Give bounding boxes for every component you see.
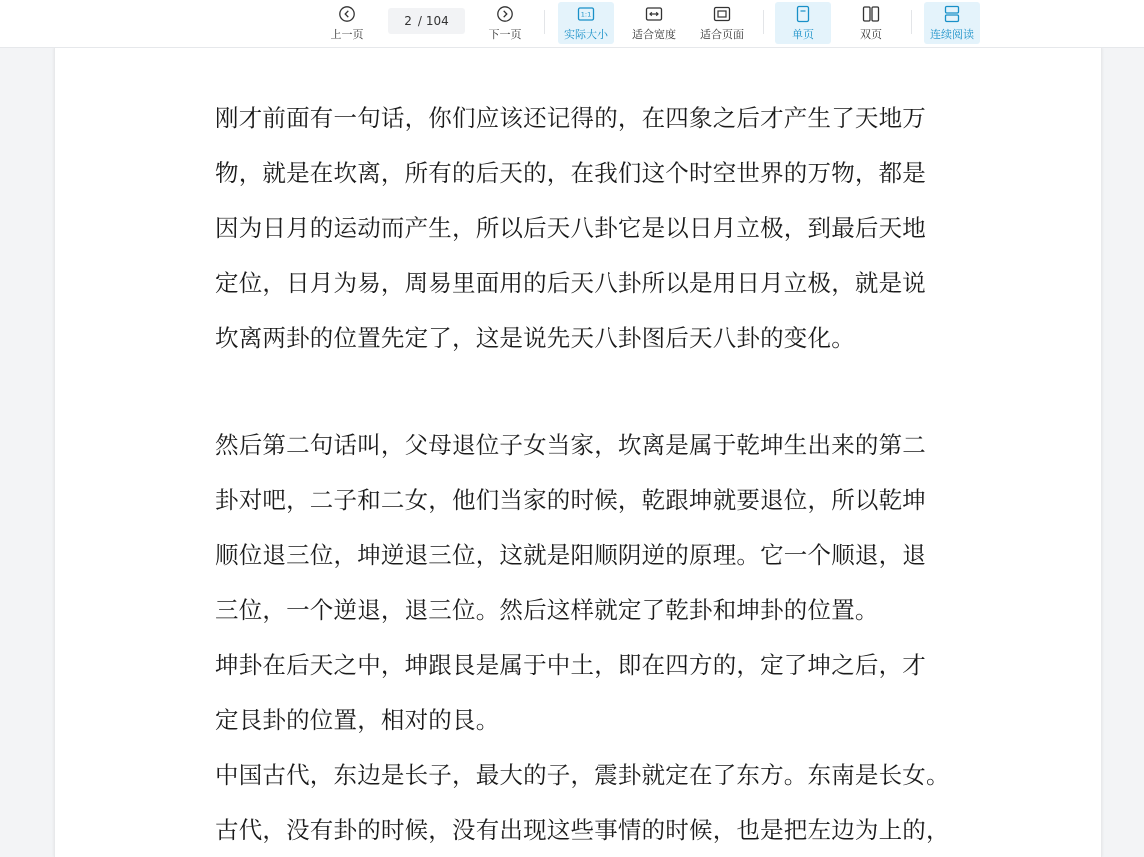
page-separator: /: [417, 14, 422, 28]
paragraph: [215, 418, 955, 638]
text-line: 因为日月的运动而产生，所以后天八卦它是以日月立极，到最后天地: [215, 214, 926, 242]
next-page-button[interactable]: [480, 2, 530, 44]
continuous-reading-button[interactable]: [924, 2, 980, 44]
paragraph: [215, 638, 955, 748]
single-page-label: 单页: [792, 28, 814, 41]
text-line: 顺位退三位，坤逆退三位，这就是阳顺阴逆的原理。它一个顺退，退: [215, 541, 926, 569]
actual-size-button[interactable]: [558, 2, 614, 44]
fit-page-icon: [713, 5, 731, 23]
fit-width-button[interactable]: [626, 2, 682, 44]
reader-toolbar: [0, 0, 1144, 48]
text-line: 然后第二句话叫，父母退位子女当家，坎离是属于乾坤生出来的第二: [215, 431, 926, 459]
total-pages: 104: [425, 14, 449, 28]
fit-width-icon: [645, 5, 663, 23]
chevron-left-circle-icon: [338, 5, 356, 23]
single-page-button[interactable]: [775, 2, 831, 44]
paragraph: [215, 91, 955, 366]
fit-page-button[interactable]: [694, 2, 750, 44]
text-line: 坎离两卦的位置先定了，这是说先天八卦图后天八卦的变化。: [215, 324, 855, 352]
text-line: 中国古代，东边是长子，最大的子，震卦就定在了东方。东南是长女。: [215, 761, 950, 789]
text-line: 刚才前面有一句话，你们应该还记得的，在四象之后才产生了天地万: [215, 104, 926, 132]
actual-size-badge: 1:1: [580, 10, 592, 19]
page-number-field[interactable]: [388, 8, 465, 34]
page-content: [215, 91, 955, 857]
continuous-reading-icon: [943, 5, 961, 23]
text-line: 坤卦在后天之中，坤跟艮是属于中土，即在四方的，定了坤之后，才: [215, 651, 926, 679]
toolbar-divider: [911, 10, 912, 34]
toolbar-divider: [544, 10, 545, 34]
continuous-reading-label: 连续阅读: [930, 28, 974, 41]
double-page-button[interactable]: [843, 2, 899, 44]
text-line: 定艮卦的位置，相对的艮。: [215, 706, 500, 734]
text-line: 卦对吧，二子和二女，他们当家的时候，乾跟坤就要退位，所以乾坤: [215, 486, 926, 514]
text-line: 物，就是在坎离，所有的后天的，在我们这个时空世界的万物，都是: [215, 159, 926, 187]
text-line: 古代，没有卦的时候，没有出现这些事情的时候，也是把左边为上的，: [215, 816, 950, 844]
current-page-input[interactable]: 2: [404, 14, 412, 28]
actual-size-label: 实际大小: [564, 28, 608, 41]
chevron-right-circle-icon: [496, 5, 514, 23]
paragraph: [215, 748, 955, 857]
document-page: [54, 48, 1102, 857]
fit-page-label: 适合页面: [700, 28, 744, 41]
toolbar-divider: [763, 10, 764, 34]
single-page-icon: [794, 5, 812, 23]
next-page-label: 下一页: [488, 28, 522, 41]
paragraph-gap: [215, 366, 955, 418]
double-page-icon: [862, 5, 880, 23]
fit-width-label: 适合宽度: [632, 28, 676, 41]
prev-page-label: 上一页: [330, 28, 364, 41]
prev-page-button[interactable]: [322, 2, 372, 44]
text-line: 三位，一个逆退，退三位。然后这样就定了乾卦和坤卦的位置。: [215, 596, 879, 624]
actual-size-icon: [577, 5, 595, 23]
double-page-label: 双页: [860, 28, 882, 41]
text-line: 定位，日月为易，周易里面用的后天八卦所以是用日月立极，就是说: [215, 269, 926, 297]
